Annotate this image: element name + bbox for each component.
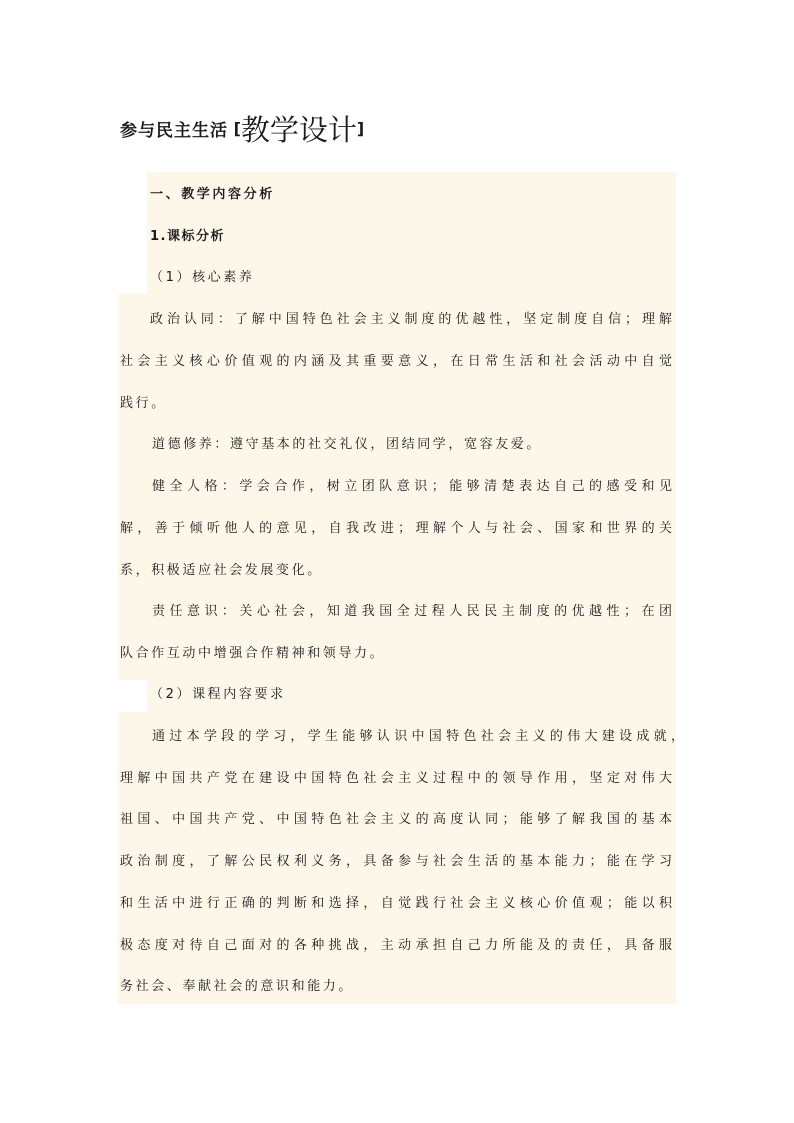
subheading-core-literacy: （1）核心素养 bbox=[150, 270, 255, 285]
document-title bbox=[120, 108, 364, 149]
paragraph-line: 和生活中进行正确的判断和选择，自觉践行社会主义核心价值观；能以积 bbox=[120, 896, 672, 911]
paragraph-line: 系，积极适应社会发展变化。 bbox=[120, 563, 323, 578]
title-big: 教学设计 bbox=[240, 113, 357, 147]
title-bracket-open: [ bbox=[233, 119, 241, 138]
paragraph-line: 责任意识：关心社会，知道我国全过程人民民主制度的优越性；在团 bbox=[152, 604, 672, 619]
paragraph-line: 队合作互动中增强合作精神和领导力。 bbox=[120, 646, 386, 661]
paragraph-line: 健全人格：学会合作，树立团队意识；能够清楚表达自己的感受和见 bbox=[152, 479, 672, 494]
subheading-course-requirements: （2）课程内容要求 bbox=[150, 687, 286, 702]
paragraph-line: 道德修养：遵守基本的社交礼仪，团结同学，宽容友爱。 bbox=[152, 437, 543, 452]
title-main: 参与民主生活 bbox=[120, 121, 228, 141]
paragraph-line: 务社会、奉献社会的意识和能力。 bbox=[120, 979, 355, 994]
paragraph-line: 通过本学段的学习，学生能够认识中国特色社会主义的伟大建设成就， bbox=[152, 729, 684, 744]
paragraph-line: 政治制度，了解公民权利义务，具备参与社会生活的基本能力；能在学习 bbox=[120, 854, 672, 869]
paragraph-line: 政治认同：了解中国特色社会主义制度的优越性，坚定制度自信；理解 bbox=[150, 312, 672, 327]
paragraph-line: 理解中国共产党在建设中国特色社会主义过程中的领导作用，坚定对伟大 bbox=[120, 771, 672, 786]
paragraph-line: 解，善于倾听他人的意见，自我改进；理解个人与社会、国家和世界的关 bbox=[120, 521, 672, 536]
section-heading-2: 1.课标分析 bbox=[150, 229, 225, 244]
paragraph-line: 社会主义核心价值观的内涵及其重要意义，在日常生活和社会活动中自觉 bbox=[120, 354, 672, 369]
paragraph-line: 践行。 bbox=[120, 396, 167, 411]
title-bracket-close: ] bbox=[356, 119, 365, 138]
paragraph-line: 极态度对待自己面对的各种挑战，主动承担自己力所能及的责任，具备服 bbox=[120, 938, 672, 953]
paragraph-line: 祖国、中国共产党、中国特色社会主义的高度认同；能够了解我国的基本 bbox=[120, 812, 672, 827]
section-heading-1: 一、教学内容分析 bbox=[150, 187, 275, 202]
